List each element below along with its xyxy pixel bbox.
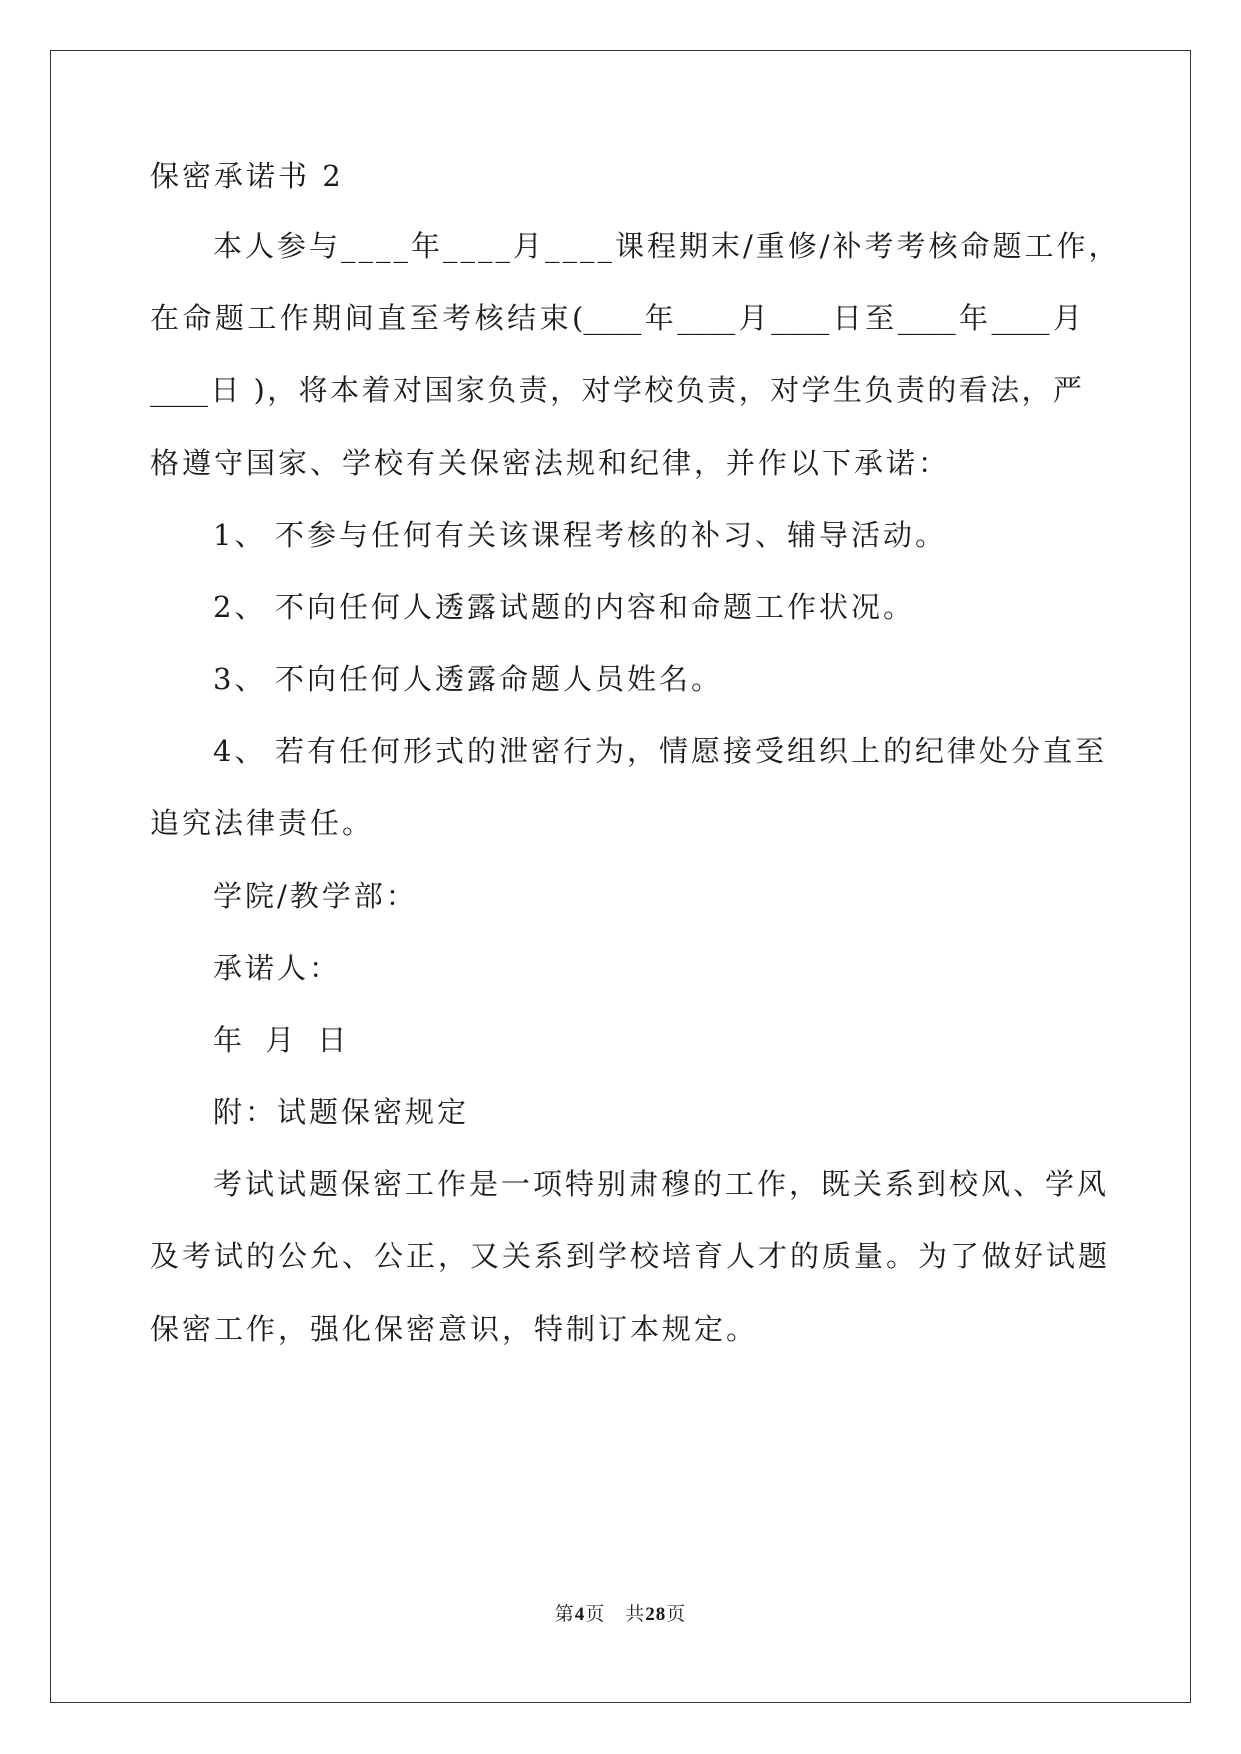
footer-suffix: 页: [666, 1603, 687, 1625]
item-text: 不向任何人透露命题人员姓名。: [275, 662, 724, 696]
appendix-line-3: 保密工作，强化保密意识，特制订本规定。: [150, 1312, 759, 1346]
document-title: 保密承诺书 2: [150, 159, 344, 193]
pledge-line-3: ____日 )，将本着对国家负责，对学校负责，对学生负责的看法，严: [150, 373, 1082, 407]
item-text: 不向任何人透露试题的内容和命题工作状况。: [275, 590, 916, 624]
footer-prefix: 第: [554, 1603, 575, 1625]
pledge-item-1: [213, 515, 947, 555]
appendix-line-1: 考试试题保密工作是一项特别肃穆的工作，既关系到校风、学风: [213, 1167, 1110, 1201]
item-number: 4、: [213, 734, 267, 768]
pledge-item-3: [213, 659, 723, 699]
page-footer: [0, 1602, 1241, 1627]
footer-mid: 页 共: [585, 1603, 646, 1625]
appendix-line-2: 及考试的公允、公正，又关系到学校培育人才的质量。为了做好试题: [150, 1239, 1111, 1273]
pledge-item-4-continuation: 追究法律责任。: [150, 806, 375, 840]
appendix-title: 附：试题保密规定: [213, 1095, 470, 1129]
college-label: 学院/教学部：: [213, 879, 418, 913]
pledger-label: 承诺人：: [213, 951, 342, 985]
pledge-line-2: 在命题工作期间直至考核结束(____年____月____日至____年____月: [150, 301, 1082, 335]
pledge-item-2: [213, 587, 915, 627]
date-label: 年 月 日: [213, 1023, 350, 1057]
item-text: 若有任何形式的泄密行为，情愿接受组织上的纪律处分直至: [275, 734, 1108, 768]
total-pages: 28: [645, 1604, 667, 1625]
pledge-line-1: 本人参与____年____月____课程期末/重修/补考考核命题工作，: [213, 229, 1121, 263]
pledge-line-4: 格遵守国家、学校有关保密法规和纪律，并作以下承诺：: [150, 446, 951, 480]
pledge-item-4: [213, 731, 1107, 771]
item-text: 不参与任何有关该课程考核的补习、辅导活动。: [275, 518, 948, 552]
item-number: 1、: [213, 518, 267, 552]
item-number: 3、: [213, 662, 267, 696]
item-number: 2、: [213, 590, 267, 624]
page-number: 4: [574, 1604, 586, 1625]
